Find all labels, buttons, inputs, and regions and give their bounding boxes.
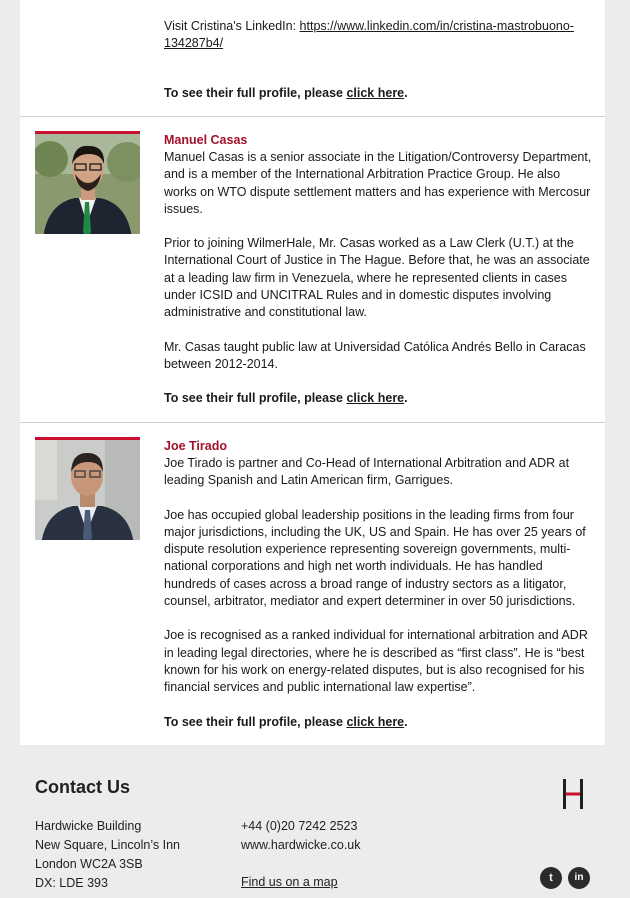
contact-footer	[20, 745, 605, 898]
profile-card-manuel-casas	[20, 116, 605, 423]
bio-paragraph: Joe has occupied global leadership positions in the leading firms from four major jurisdictions, including the UK, US and Spain. He has over 25 years of dispute resolution experience representing sovereign governments, multi- national corporations and high net worth individuals. He has handled hundreds of cases across a broad range of industry sectors as a litigator, counsel, arbitrator, mediator and expert determiner in over 50 jurisdictions.	[164, 507, 586, 609]
contact-block	[241, 817, 361, 855]
profile-card-joe-tirado	[20, 422, 605, 745]
portrait-photo	[35, 134, 140, 234]
twitter-icon[interactable]: t	[540, 867, 562, 889]
profile-link-line: To see their full profile, please click here.	[164, 714, 408, 729]
website-link[interactable]: www.hardwicke.co.uk	[241, 838, 361, 852]
profile-link-line: To see their full profile, please click here.	[164, 86, 408, 100]
contact-title: Contact Us	[35, 777, 131, 797]
bio-paragraph: Joe Tirado is partner and Co-Head of International Arbitration and ADR at leading Spanish and Latin American firm, Garrigues.	[164, 456, 570, 488]
avatar	[35, 437, 140, 540]
hardwicke-logo-icon	[561, 779, 585, 809]
bio-paragraph: Joe is recognised as a ranked individual for international arbitration and ADR in leading legal directories, where he is described as “first class”. He is “best known for his work on energy-related disputes, but is also recognised for his financial services and public international law expertise”.	[164, 628, 588, 695]
bio-paragraph: Mr. Casas taught public law at Universidad Católica Andrés Bello in Caracas between 2012-2014.	[164, 339, 586, 371]
click-here-link[interactable]: click here	[346, 391, 405, 406]
bio-paragraph: Manuel Casas is a senior associate in the Litigation/Controversy Department, and is a member of the International Arbitration Practice Group. He also works on WTO dispute settlement matters and has experience with Mercosur issues.	[164, 150, 592, 216]
linkedin-prefix: Visit Cristina's LinkedIn:	[164, 19, 300, 33]
previous-profile-card	[20, 0, 605, 116]
address-line: London WC2A 3SB	[35, 857, 143, 871]
phone-number[interactable]: +44 (0)20 7242 2523	[241, 819, 358, 833]
profile-link-line: To see their full profile, please click here.	[164, 391, 408, 406]
avatar	[35, 131, 140, 234]
person-name: Joe Tirado	[164, 439, 227, 453]
linkedin-link[interactable]: https://www.linkedin.com/in/cristina-mastrobuono- 134287b4/	[164, 19, 574, 51]
click-here-link[interactable]: click here	[346, 86, 405, 100]
linkedin-paragraph	[164, 18, 596, 53]
map-link[interactable]: Find us on a map	[241, 875, 338, 889]
bio-paragraph: Prior to joining WilmerHale, Mr. Casas worked as a Law Clerk (U.T.) at the International Court of Justice in The Hague. Before that, he was an associate at a leading law firm in Venezuela, where he represented clients in cases under ICSID and UNCITRAL Rules and in domestic disputes involving administrative and constitutional law.	[164, 236, 590, 320]
address-block	[35, 817, 180, 893]
portrait-photo	[35, 440, 140, 540]
address-line: New Square, Lincoln’s Inn	[35, 838, 180, 852]
linkedin-icon[interactable]: in	[568, 867, 590, 889]
address-line: Hardwicke Building	[35, 819, 142, 833]
click-here-link[interactable]: click here	[346, 714, 405, 729]
address-line: DX: LDE 393	[35, 876, 108, 890]
profile-text	[164, 438, 596, 731]
person-name: Manuel Casas	[164, 133, 248, 147]
profile-text	[164, 132, 596, 408]
